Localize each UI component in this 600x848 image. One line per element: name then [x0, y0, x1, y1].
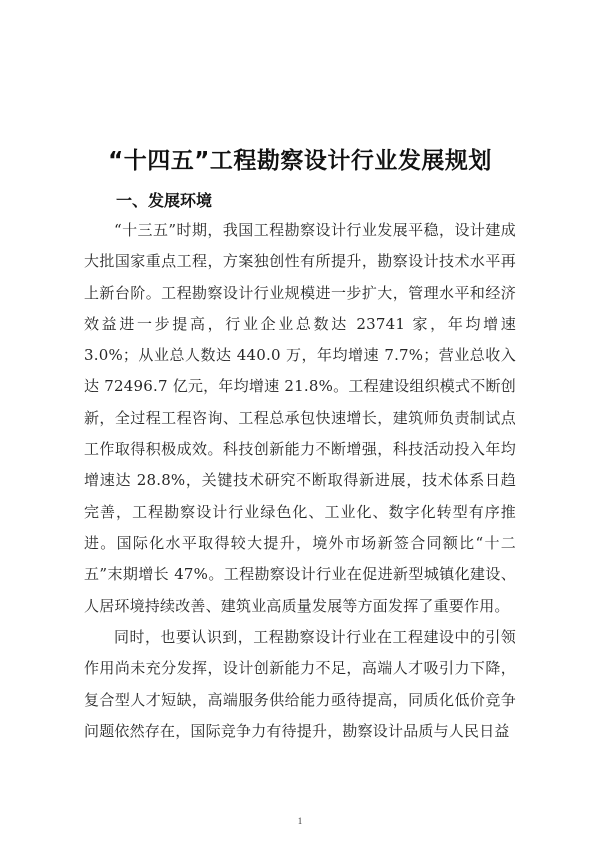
- page-number: 1: [297, 816, 303, 826]
- document-title: “十四五”工程勘察设计行业发展规划: [108, 148, 492, 174]
- body-paragraph: 同时，也要认识到，工程勘察设计行业在工程建设中的引领作用尚未充分发挥，设计创新能力不足，高端人才吸引力下降，复合型人才短缺，高端服务供给能力亟待提高，同质化低价竞争问题依然存在，国际竞争力有待提升，勘察设计品质与人民日益: [84, 628, 516, 740]
- section-heading: 一、发展环境: [116, 191, 213, 210]
- body-paragraph: “十三五”时期，我国工程勘察设计行业发展平稳，设计建成大批国家重点工程，方案独创性有所提升，勘察设计技术水平再上新台阶。工程勘察设计行业规模进一步扩大，管理水平和经济效益进一步提高，行业企业总数达 23741 家，年均增速 3.0%；从业总人数达 440.0 万，年均增速 7.7%；营业总收入达 72496.7 亿元，年均增速 21.8%。工程建设组织模式不断创新，全过程工程咨询、工程总承包快速增长，建筑师负责制试点工作取得积极成效。科技创新能力不断增强，科技活动投入年均增速达 28.8%，关键技术研究不断取得新进展，技术体系日趋完善，工程勘察设计行业绿色化、工业化、数字化转型有序推进。国际化水平取得较大提升，境外市场新签合同额比“十二五”末期增长 47%。工程勘察设计行业在促进新型城镇化建设、人居环境持续改善、建筑业高质量发展等方面发挥了重要作用。: [84, 221, 516, 615]
